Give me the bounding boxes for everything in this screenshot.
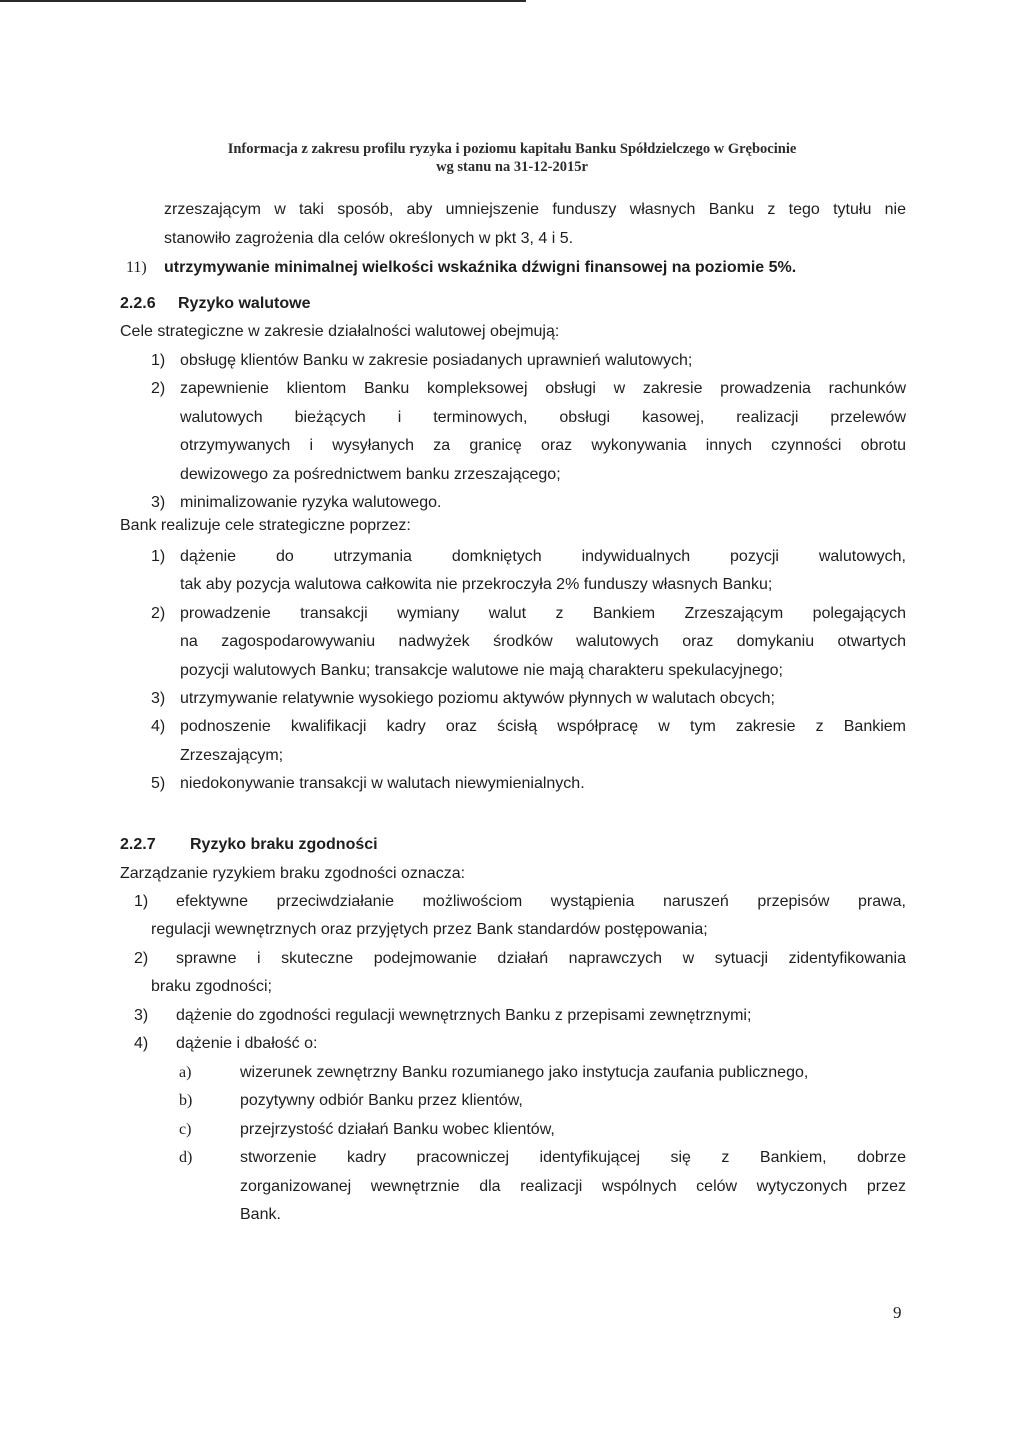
s226b-item-5-text: niedokonywanie transakcji w walutach niewymienialnych. [180,775,585,792]
s226-item-1-number: 1) [151,352,166,369]
s226-item-2-line-2: walutowych bieżących i terminowych, obsługi kasowej, realizacji przelewów [180,409,906,426]
intro-line-2: stanowiło zagrożenia dla celów określonych w pkt 3, 4 i 5. [164,230,574,247]
s227-sub-a-letter: a) [179,1064,192,1081]
s227-sub-d-line-1: stworzenie kadry pracowniczej identyfikującej się z Bankiem, dobrze [240,1149,906,1166]
s227-item-2-line-1: sprawne i skuteczne podejmowanie działań naprawczych w sytuacji zidentyfikowania [176,950,906,967]
s226b-item-4-number: 4) [151,718,166,735]
page-header-date: wg stanu na 31-12-2015r [436,159,588,175]
s226b-item-1-number: 1) [151,548,166,565]
section-227-title: Ryzyko braku zgodności [190,836,378,853]
s226b-item-4-line-1: podnoszenie kwalifikacji kadry oraz ścisłą współpracę w tym zakresie z Bankiem [180,718,906,735]
s227-sub-d-line-2: zorganizowanej wewnętrznie dla realizacji wspólnych celów wytyczonych przez [240,1178,906,1195]
section-226-title: Ryzyko walutowe [178,295,311,312]
s227-sub-b-text: pozytywny odbiór Banku przez klientów, [240,1092,523,1109]
s227-item-1-number: 1) [134,893,149,910]
item-11-number: 11) [126,259,147,276]
s226b-item-2-number: 2) [151,605,166,622]
s227-sub-a-text: wizerunek zewnętrzny Banku rozumianego jako instytucja zaufania publicznego, [240,1064,809,1081]
s226b-item-4-line-2: Zrzeszającym; [180,747,284,764]
s227-item-4-number: 4) [134,1035,149,1052]
s226-item-2-line-4: dewizowego za pośrednictwem banku zrzeszającego; [180,466,561,483]
s226b-item-3-number: 3) [151,690,166,707]
s226-item-2-line-3: otrzymywanych i wysyłanych za granicę oraz wykonywania innych czynności obrotu [180,437,906,454]
page-number: 9 [893,1303,902,1322]
s227-item-3-number: 3) [134,1007,149,1024]
section-226-lead-2: Bank realizuje cele strategiczne poprzez: [120,517,411,534]
s226b-item-2-line-3: pozycji walutowych Banku; transakcje walutowe nie mają charakteru spekulacyjnego; [180,662,783,679]
s226b-item-3-text: utrzymywanie relatywnie wysokiego poziomu aktywów płynnych w walutach obcych; [180,690,775,707]
s227-sub-d-line-3: Bank. [240,1206,281,1223]
section-226-lead: Cele strategiczne w zakresie działalności walutowej obejmują: [120,323,560,340]
page-header-title: Informacja z zakresu profilu ryzyka i poziomu kapitału Banku Spółdzielczego w Grębocinie [227,141,797,157]
s226b-item-2-line-1: prowadzenie transakcji wymiany walut z Bankiem Zrzeszającym polegających [180,605,906,622]
section-227-number: 2.2.7 [120,836,156,853]
s227-item-3-text: dążenie do zgodności regulacji wewnętrznych Banku z przepisami zewnętrznymi; [176,1007,752,1024]
s227-item-1-line-1: efektywne przeciwdziałanie możliwościom wystąpienia naruszeń przepisów prawa, [176,893,906,910]
s227-item-1-line-2: regulacji wewnętrznych oraz przyjętych przez Bank standardów postępowania; [151,921,708,938]
s227-sub-b-letter: b) [179,1092,193,1109]
s226-item-2-number: 2) [151,380,166,397]
top-rule [0,0,526,2]
s227-item-2-number: 2) [134,950,149,967]
s226b-item-1-line-1: dążenie do utrzymania domkniętych indywidualnych pozycji walutowych, [180,548,906,565]
s227-sub-c-text: przejrzystość działań Banku wobec klientów, [240,1121,555,1138]
s227-sub-c-letter: c) [179,1121,192,1138]
s226-item-1-text: obsługę klientów Banku w zakresie posiadanych uprawnień walutowych; [180,352,693,369]
s226b-item-5-number: 5) [151,775,166,792]
intro-line-1: zrzeszającym w taki sposób, aby umniejszenie funduszy własnych Banku z tego tytułu nie [164,201,906,218]
section-226-number: 2.2.6 [120,295,156,312]
s226b-item-2-line-2: na zagospodarowywaniu nadwyżek środków walutowych oraz domykaniu otwartych [180,633,906,650]
s227-sub-d-letter: d) [179,1149,193,1166]
s227-item-4-text: dążenie i dbałość o: [176,1035,318,1052]
s226-item-3-text: minimalizowanie ryzyka walutowego. [180,494,442,511]
s226-item-2-line-1: zapewnienie klientom Banku kompleksowej obsługi w zakresie prowadzenia rachunków [180,380,906,397]
s226b-item-1-line-2: tak aby pozycja walutowa całkowita nie przekroczyła 2% funduszy własnych Banku; [180,576,773,593]
item-11-text: utrzymywanie minimalnej wielkości wskaźnika dźwigni finansowej na poziomie 5%. [164,259,797,276]
section-227-lead: Zarządzanie ryzykiem braku zgodności oznacza: [120,865,466,882]
s226-item-3-number: 3) [151,494,166,511]
s227-item-2-line-2: braku zgodności; [151,978,272,995]
